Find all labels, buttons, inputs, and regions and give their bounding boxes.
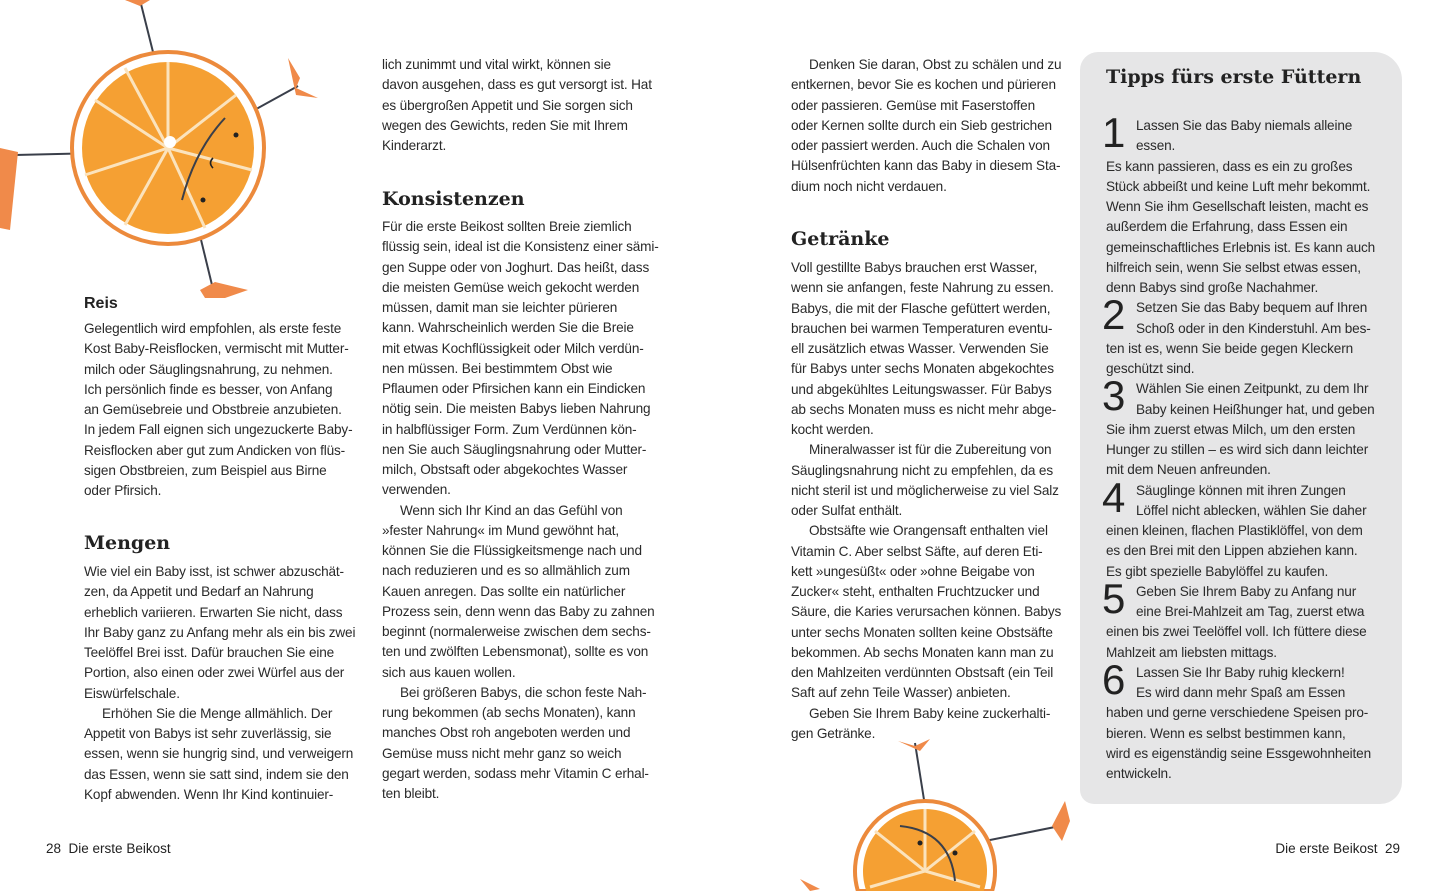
tip-lead-line: Wählen Sie einen Zeitpunkt, zu dem Ihr (1136, 381, 1369, 397)
text-line: essen, wenn sie hungrig sind, und verweigern (84, 746, 354, 762)
text-line: in halbflüssiger Form. Zum Verdünnen kön- (382, 421, 637, 437)
text-line: die meisten Gemüse weich gekocht werden (382, 279, 640, 295)
text-line: Voll gestillte Babys brauchen erst Wasser, (791, 260, 1038, 275)
running-title-left: Die erste Beikost (68, 841, 171, 856)
tip-text-line: einen bis zwei Teelöffel voll. Ich füttere diese (1106, 624, 1367, 640)
tip-lead-line: Setzen Sie das Baby bequem auf Ihren (1136, 300, 1368, 316)
text-line: wenn sie anfangen, feste Nahrung zu essen. (791, 280, 1054, 296)
text-line: für Babys unter sechs Monaten abgekochtes (791, 361, 1054, 377)
tip-lead-line: Geben Sie Ihrem Baby zu Anfang nur (1136, 583, 1357, 599)
paragraph (791, 258, 1061, 440)
text-line: nicht steril ist und möglicherweise zu viel Salz (791, 482, 1059, 498)
right-page-footer (1275, 841, 1400, 856)
text-line: gegart werden, sodass mehr Vitamin C erhal- (382, 765, 649, 781)
text-line: nach reduzieren und es so allmählich zum (382, 563, 630, 579)
text-line: und abgekühltes Leitungswasser. Für Babys (791, 381, 1052, 397)
tip-number: 2 (1102, 291, 1126, 339)
paragraph (791, 440, 1061, 521)
tip-item (1102, 372, 1375, 480)
tip-item (1102, 473, 1375, 582)
text-line: Reisflocken aber gut zum Andicken von flüs- (84, 442, 346, 458)
tip-text-line: einen kleinen, flachen Plastiklöffel, von dem (1106, 523, 1363, 538)
text-line: bekommen. Ab sechs Monaten kann man zu (791, 644, 1054, 660)
text-line: Eiswürfelschale. (84, 685, 180, 701)
section-heading-reis: Reis (84, 295, 118, 312)
text-line: ell zusätzlich etwas Wasser. Verwenden Sie (791, 341, 1049, 356)
text-line: Pflaumen oder Pfirsichen kann ein Eindicken (382, 381, 646, 396)
paragraph (84, 704, 355, 805)
text-line: rung bekommen (ab sechs Monaten), kann (382, 705, 636, 720)
text-line: Säuglingsnahrung nicht zu empfehlen, da es (791, 462, 1053, 478)
tip-lead-line: essen. (1136, 138, 1176, 154)
paragraph (382, 501, 659, 683)
tip-text-line: Mahlzeit am liebsten mittags. (1106, 644, 1277, 660)
text-line: ab sechs Monaten muss es nicht mehr abge- (791, 401, 1057, 417)
tip-text-line: hilfreich sein, wenn Sie selbst etwas essen, (1106, 259, 1361, 275)
tip-number: 1 (1102, 109, 1126, 156)
tips-list (1102, 109, 1376, 784)
text-line: wegen des Gewichts, reden Sie mit Ihrem (382, 117, 628, 133)
orange-figure-illustration-bottom (790, 731, 1090, 891)
tip-text-line: Es gibt spezielle Babylöffel zu kaufen. (1106, 563, 1329, 579)
tip-text-line: Stück abbeißt und keine Luft mehr bekommt. (1106, 178, 1371, 194)
text-line: lich zunimmt und vital wirkt, können sie (382, 57, 611, 72)
section-heading-mengen: Mengen (84, 532, 171, 554)
tip-number: 5 (1102, 574, 1126, 622)
text-line: Portion, also einen oder zwei Würfel aus der (84, 665, 345, 681)
paragraph (84, 562, 355, 704)
text-line: Zucker« steht, enthalten Fruchtzucker und (791, 584, 1040, 599)
tip-lead-line: Baby keinen Heißhunger hat, und geben (1136, 401, 1375, 417)
text-line: davon ausgehen, dass es gut versorgt ist. Hat (382, 77, 652, 93)
mengen-body-text (84, 562, 355, 805)
tip-item (1102, 574, 1375, 663)
text-line: Prozess sein, denn wenn das Baby zu zahnen (382, 603, 655, 619)
text-line: nen müssen. Bei bestimmtem Obst wie (382, 360, 613, 376)
tip-lead-line: Es wird dann mehr Spaß am Essen (1136, 685, 1346, 700)
text-line: oder Sulfat enthält. (791, 503, 903, 518)
tip-text-line: Sie ihm zuerst etwas Milch, um den ersten (1106, 421, 1356, 437)
tip-text-line: Hunger zu stillen – es wird sich dann leichter (1106, 442, 1369, 457)
text-line: verwenden. (382, 482, 451, 498)
text-line: ten und zwölften Lebensmonat), sollte es von (382, 644, 649, 660)
text-line: oder passieren. Gemüse mit Faserstoffen (791, 97, 1035, 113)
orange-slice-icon (800, 739, 1070, 891)
tip-number: 3 (1102, 372, 1126, 420)
text-line: unter sechs Monaten sollten keine Obstsäfte (791, 624, 1053, 640)
paragraph (791, 521, 1061, 703)
text-line: Saft auf zehn Teile Wasser) anbieten. (791, 685, 1011, 701)
text-line: Wie viel ein Baby isst, ist schwer abzuschät- (84, 564, 344, 579)
text-line: Babys, die mit der Flasche gefüttert werden, (791, 300, 1051, 316)
intro-body-text (791, 55, 1061, 197)
text-line: Mineralwasser ist für die Zubereitung von (809, 442, 1052, 458)
konsistenzen-body-text (382, 217, 659, 804)
tips-box-title: Tipps fürs erste Füttern (1106, 66, 1362, 88)
text-line: sigen Obstbreien, zum Beispiel aus Birne (84, 462, 327, 478)
text-line: Kost Baby-Reisflocken, vermischt mit Mutter- (84, 341, 349, 357)
tip-lead-line: Lassen Sie Ihr Baby ruhig kleckern! (1136, 664, 1345, 680)
text-line: Säure, die Karies verursachen können. Babys (791, 604, 1062, 620)
tip-text-line: Es kann passieren, dass es ein zu großes (1106, 158, 1353, 174)
text-line: zen, da Appetit und Bedarf an Nahrung (84, 584, 314, 600)
text-line: manches Obst roh angeboten werden und (382, 725, 631, 741)
text-line: oder passiert werden. Auch die Schalen von (791, 138, 1050, 153)
text-line: es übergroßen Appetit und Sie sorgen sich (382, 97, 633, 113)
tip-text-line: gemeinschaftliches Erlebnis ist. Es kann auch (1106, 239, 1376, 255)
text-line: das Essen, wenn sie satt sind, indem sie den (84, 766, 349, 782)
reis-body-text (84, 319, 352, 501)
text-line: milch oder Säuglingsnahrung, zu nehmen. (84, 361, 333, 377)
text-line: beginnt (normalerweise zwischen dem sechs- (382, 624, 651, 639)
section-heading-konsistenzen: Konsistenzen (382, 188, 525, 210)
paragraph (84, 319, 352, 501)
text-line: Bei größeren Babys, die schon feste Nah- (400, 684, 647, 700)
text-line: müssen, damit man sie leichter pürieren (382, 300, 618, 315)
paragraph (791, 55, 1061, 197)
text-line: nen Sie auch Säuglingsnahrung oder Mutter- (382, 441, 647, 457)
text-line: flüssig sein, ideal ist die Konsistenz einer sämi- (382, 239, 659, 255)
text-line: Für die erste Beikost sollten Breie ziemlich (382, 219, 632, 234)
orange-figure-illustration-top (0, 0, 340, 310)
text-line: oder Kernen sollte durch ein Sieb gestrichen (791, 117, 1052, 133)
text-line: Appetit von Babys ist sehr zuverlässig, sie (84, 726, 332, 741)
tip-lead-line: eine Brei-Mahlzeit am Tag, zuerst etwa (1136, 604, 1365, 619)
text-line: Kinderarzt. (382, 138, 447, 153)
tip-text-line: bieren. Wenn es selbst bestimmen kann, (1106, 725, 1346, 741)
tip-text-line: es den Brei mit den Lippen abziehen kann. (1106, 543, 1358, 559)
tip-text-line: haben und gerne verschiedene Speisen pro- (1106, 705, 1369, 721)
text-line: Gelegentlich wird empfohlen, als erste feste (84, 321, 342, 336)
text-line: ten bleibt. (382, 786, 440, 801)
continued-body-text (382, 55, 652, 156)
page-number-left: 28 (46, 841, 62, 856)
text-line: Geben Sie Ihrem Baby keine zuckerhalti- (809, 705, 1051, 721)
text-line: Hülsenfrüchten kann das Baby in diesem Sta- (791, 158, 1061, 174)
tip-text-line: ten ist es, wenn Sie beide gegen Kleckern (1106, 340, 1354, 356)
text-line: erheblich variieren. Erwarten Sie nicht, dass (84, 604, 343, 620)
text-line: Kauen anregen. Das sollte ein natürlicher (382, 583, 626, 599)
tip-lead-line: Löffel nicht ablecken, wählen Sie daher (1136, 502, 1367, 518)
text-line: Teelöffel Brei isst. Dafür brauchen Sie eine (84, 645, 335, 660)
running-title-right: Die erste Beikost (1275, 841, 1378, 856)
text-line: Gemüse muss nicht mehr ganz so weich (382, 745, 622, 761)
tip-text-line: außerdem die Erfahrung, dass Essen ein (1106, 219, 1348, 235)
tip-number: 4 (1102, 473, 1126, 521)
tip-text-line: Wenn Sie ihm Gesellschaft leisten, macht es (1106, 199, 1369, 214)
text-line: »fester Nahrung« im Mund gewöhnt hat, (382, 522, 620, 538)
text-line: oder Pfirsich. (84, 483, 162, 498)
text-line: milch, Obstsaft oder abgekochtes Wasser (382, 462, 628, 477)
text-line: sich aus kauen wollen. (382, 664, 516, 680)
tip-item (1102, 655, 1375, 785)
left-page-footer (46, 841, 171, 856)
tip-text-line: wird es eigenständig seine Essgewohnheiten (1106, 745, 1371, 761)
text-line: entkernen, bevor Sie es kochen und pürieren (791, 77, 1056, 93)
text-line: können Sie die Flüssigkeitsmenge nach und (382, 543, 642, 558)
tip-lead-line: Säuglinge können mit ihren Zungen (1136, 482, 1346, 498)
text-line: Ihr Baby ganz zu Anfang mehr als ein bis zwei (84, 624, 356, 640)
text-line: nötig sein. Die meisten Babys lieben Nahrung (382, 401, 651, 417)
page-number-right: 29 (1384, 841, 1400, 856)
tip-text-line: mit dem Neuen anfreunden. (1106, 462, 1271, 478)
text-line: den Mahlzeiten verdünnten Obstsaft (ein Teil (791, 665, 1054, 680)
text-line: Wenn sich Ihr Kind an das Gefühl von (400, 502, 623, 518)
paragraph (382, 683, 659, 805)
tip-text-line: denn Babys sind große Nachahmer. (1106, 280, 1319, 295)
text-line: brauchen bei warmen Temperaturen eventu- (791, 320, 1053, 336)
text-line: Erhöhen Sie die Menge allmählich. Der (102, 705, 333, 721)
text-line: gen Suppe oder von Joghurt. Das heißt, dass (382, 259, 650, 275)
text-line: Vitamin C. Aber selbst Säfte, auf deren Eti- (791, 543, 1043, 559)
text-line: dium noch nicht verdauen. (791, 178, 947, 194)
text-line: kett »ungesüßt« oder »ohne Beigabe von (791, 563, 1035, 579)
text-line: Denken Sie daran, Obst zu schälen und zu (809, 57, 1062, 72)
paragraph (382, 55, 652, 156)
paragraph (791, 704, 1061, 745)
text-line: mit etwas Kochflüssigkeit oder Milch verdün- (382, 340, 644, 356)
tip-lead-line: Schoß oder in den Kinderstuhl. Am bes- (1136, 320, 1371, 336)
tip-lead-line: Lassen Sie das Baby niemals alleine (1136, 118, 1353, 133)
text-line: gen Getränke. (791, 725, 876, 741)
text-line: In jedem Fall eignen sich ungezuckerte Baby- (84, 422, 353, 438)
tip-item (1102, 109, 1376, 298)
tip-item (1102, 291, 1375, 379)
text-line: an Gemüsebreie und Obstbreie anzubieten. (84, 402, 342, 417)
tip-text-line: entwickeln. (1106, 766, 1172, 781)
paragraph (382, 217, 659, 501)
tip-text-line: geschützt sind. (1106, 361, 1195, 376)
text-line: Obstsäfte wie Orangensaft enthalten viel (809, 523, 1048, 539)
getraenke-body-text (791, 258, 1061, 744)
section-heading-getraenke: Getränke (791, 228, 890, 250)
orange-slice-icon (0, 0, 318, 298)
tip-number: 6 (1102, 655, 1126, 703)
text-line: kocht werden. (791, 422, 874, 437)
text-line: kann. Wahrscheinlich werden Sie die Breie (382, 320, 634, 336)
text-line: Kopf abwenden. Wenn Ihr Kind kontinuier- (84, 786, 334, 802)
text-line: Ich persönlich finde es besser, von Anfang (84, 381, 333, 397)
